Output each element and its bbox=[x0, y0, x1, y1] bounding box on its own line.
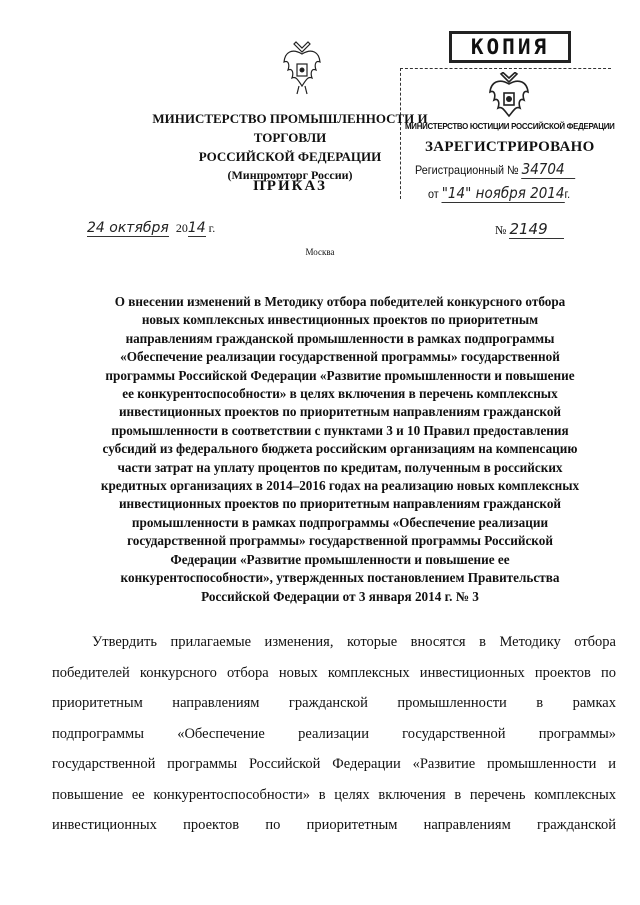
title-line: Федерации «Развитие промышленности и повышение ее bbox=[170, 551, 510, 567]
order-date bbox=[87, 220, 215, 237]
body-line: государственной программы Российской Федерации «Развитие промышленности и bbox=[52, 756, 616, 772]
title-line: части затрат на уплату процентов по кредитам, полученным в российских bbox=[117, 459, 563, 475]
coat-of-arms-emblem bbox=[282, 40, 322, 96]
registration-number-value: 34704 bbox=[522, 160, 576, 179]
registration-date-prefix: от bbox=[428, 187, 439, 201]
ministry-line-1: МИНИСТЕРСТВО ПРОМЫШЛЕННОСТИ И ТОРГОВЛИ bbox=[152, 111, 428, 145]
body-line: инвестиционных проектов по приоритетным направлениям гражданской bbox=[52, 817, 616, 833]
copy-stamp: КОПИЯ bbox=[449, 31, 571, 63]
registration-date-suffix: г. bbox=[564, 187, 571, 201]
title-line: «Обеспечение реализации государственной программы» государственной bbox=[120, 349, 560, 365]
title-line: направлениям гражданской промышленности в рамках подпрограммы bbox=[125, 330, 555, 346]
order-number bbox=[495, 220, 564, 239]
body-line: подпрограммы «Обеспечение реализации государственной программы» bbox=[52, 725, 616, 742]
title-line: конкурентоспособности», утвержденных постановлением Правительства bbox=[120, 570, 560, 586]
body-line: повышение ее конкурентоспособности» в целях включения в перечень комплексных bbox=[52, 786, 616, 803]
order-title bbox=[40, 293, 640, 606]
registration-ministry: МИНИСТЕРСТВО ЮСТИЦИИ РОССИЙСКОЙ ФЕДЕРАЦИИ bbox=[405, 121, 615, 131]
city: Москва bbox=[305, 247, 335, 257]
title-line: кредитных организациях в 2014–2016 годах на реализацию новых комплексных bbox=[100, 478, 580, 494]
title-line: Российской Федерации от 3 января 2014 г. № 3 bbox=[201, 588, 479, 604]
document-type: ПРИКАЗ bbox=[253, 178, 327, 194]
order-date-handwritten: 24 октября bbox=[87, 220, 169, 236]
title-line: О внесении изменений в Методику отбора победителей конкурсного отбора bbox=[114, 294, 566, 309]
title-line: промышленности в соответствии с пунктами 3 и 10 Правил предоставления bbox=[111, 422, 569, 438]
title-line: государственной программы» государственной программы Российской bbox=[127, 533, 553, 549]
registration-date-value: "14" ноября 2014 bbox=[441, 184, 565, 202]
title-line: программы Российской Федерации «Развитие промышленности и повышение bbox=[105, 367, 575, 383]
title-line: ее конкурентоспособности» в целях включения в перечень комплексных bbox=[122, 386, 558, 402]
order-date-year-prefix: 20 bbox=[175, 221, 188, 235]
title-line: субсидий из федерального бюджета российским организациям на компенсацию bbox=[102, 441, 578, 457]
order-body bbox=[52, 627, 616, 841]
registration-title: ЗАРЕГИСТРИРОВАНО bbox=[425, 139, 595, 155]
body-line: победителей конкурсного отбора новых комплексных инвестиционных проектов по bbox=[52, 664, 616, 681]
order-date-year: 14 bbox=[187, 220, 206, 236]
title-line: промышленности в рамках подпрограммы «Обеспечение реализации bbox=[131, 514, 549, 530]
ministry-line-2: РОССИЙСКОЙ ФЕДЕРАЦИИ bbox=[198, 149, 382, 164]
title-line: новых комплексных инвестиционных проектов по приоритетным bbox=[141, 312, 539, 328]
title-line: инвестиционных проектов по приоритетным направлениям гражданской bbox=[118, 404, 562, 420]
ministry-header bbox=[120, 109, 460, 185]
order-number-value: 2149 bbox=[509, 220, 564, 239]
order-date-suffix: г. bbox=[208, 221, 216, 235]
body-line: Утвердить прилагаемые изменения, которые вносятся в Методику отбора bbox=[92, 634, 616, 650]
body-line: приоритетным направлениям гражданской промышленности в рамках bbox=[52, 695, 616, 711]
title-line: инвестиционных проектов по приоритетным направлениям гражданской bbox=[118, 496, 562, 512]
registration-number-label: Регистрационный № bbox=[415, 163, 519, 177]
order-number-label: № bbox=[495, 223, 507, 237]
ministry-short-name: (Минпромторг России) bbox=[227, 168, 353, 182]
